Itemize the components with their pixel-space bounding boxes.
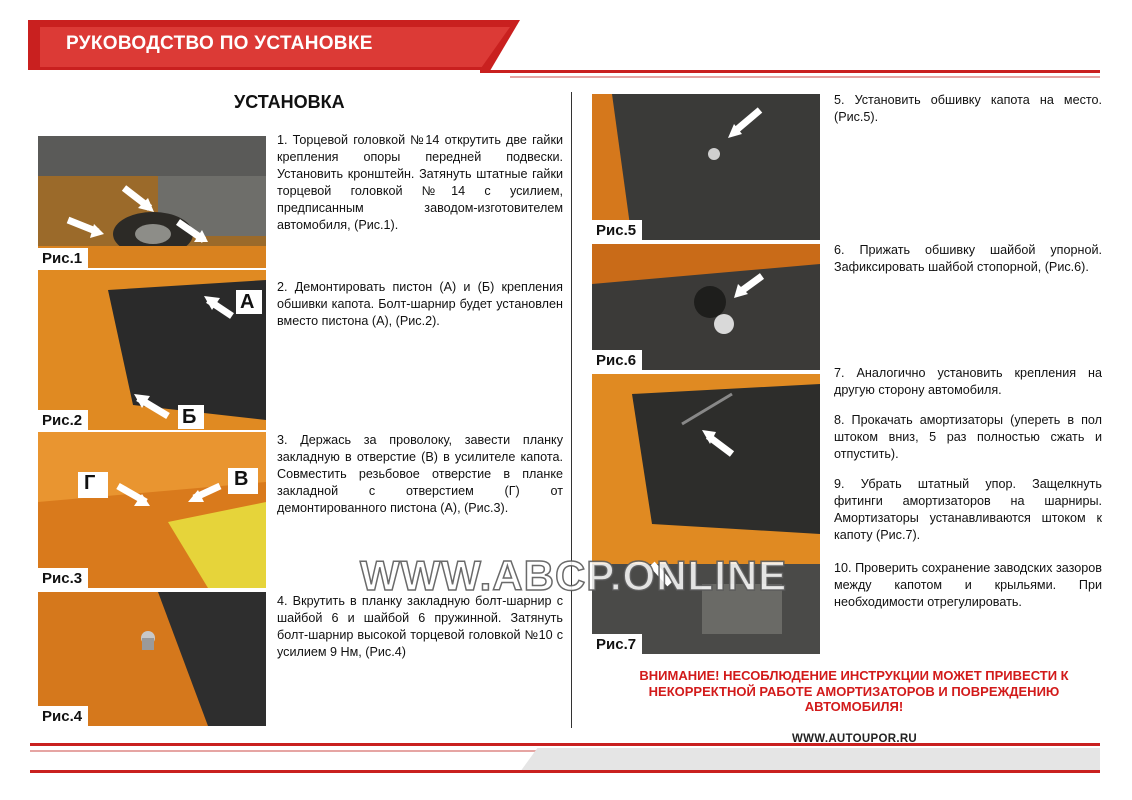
column-divider <box>571 92 572 728</box>
header-rule <box>480 70 1100 73</box>
step-8-text: 8. Прокачать амортизаторы (упереть в пол штоком вниз, 5 раз полностью сжать и отпустить). <box>834 413 1102 461</box>
step-7-text: 7. Аналогично установить крепления на другую сторону автомобиля. <box>834 366 1102 397</box>
photo-fig5-image <box>592 94 820 240</box>
watermark: WWW.ABCP.ONLINE <box>360 552 788 599</box>
photo-fig6 <box>592 244 820 370</box>
photo-fig3 <box>38 432 266 588</box>
label-a: А <box>240 291 255 313</box>
photo-fig2-image <box>38 270 266 430</box>
step-2-text: 2. Демонтировать пистон (А) и (Б) крепления обшивки капота. Болт-шарнир будет установлен вместо пистона (А), (Рис.2). <box>277 280 563 328</box>
figure-caption: Рис.1 <box>38 248 88 268</box>
figure-caption: Рис.7 <box>592 634 642 654</box>
warning-text <box>610 668 1098 715</box>
photo-fig7 <box>592 374 820 654</box>
footer-band <box>520 748 1100 772</box>
photo-fig3-image <box>38 432 266 588</box>
label-v: В <box>234 468 249 490</box>
step-5-text: 5. Установить обшивку капота на место. (Рис.5). <box>834 93 1102 124</box>
figure-caption: Рис.2 <box>38 410 88 430</box>
photo-fig7-image <box>592 374 820 654</box>
step-4-text: 4. Вкрутить в планку закладную болт-шарнир с шайбой 6 и шайбой 6 пружинной. Затянуть болт-шарнир высокой торцевой головкой №10 с усилием 9 Нм, (Рис.4) <box>277 594 563 659</box>
figure-caption: Рис.3 <box>38 568 88 588</box>
photo-fig1 <box>38 136 266 268</box>
step-10-text: 10. Проверить сохранение заводских зазоров между капотом и крыльями. При необходимости отрегулировать. <box>834 561 1102 609</box>
photo-fig5 <box>592 94 820 240</box>
header-rule-light <box>510 76 1100 78</box>
figure-caption: Рис.4 <box>38 706 88 726</box>
warning-line-1: ВНИМАНИЕ! НЕСОБЛЮДЕНИЕ ИНСТРУКЦИИ МОЖЕТ ПРИВЕСТИ К <box>639 668 1069 683</box>
step-9-text: 9. Убрать штатный упор. Защелкнуть фитинги амортизаторов на шарниры. Амортизаторы устанавливаются штоком к капоту (Рис.7). <box>834 477 1102 542</box>
warning-line-2: НЕКОРРЕКТНОЙ РАБОТЕ АМОРТИЗАТОРОВ И ПОВРЕЖДЕНИЮ <box>648 683 1060 699</box>
figure-caption: Рис.6 <box>592 350 642 370</box>
label-g: Г <box>84 472 96 494</box>
warning-line-3: АВТОМОБИЛЯ! <box>804 699 904 714</box>
step-6-text: 6. Прижать обшивку шайбой упорной. Зафиксировать шайбой стопорной, (Рис.6). <box>834 243 1102 274</box>
figure-caption: Рис.5 <box>592 220 642 240</box>
page-title: РУКОВОДСТВО ПО УСТАНОВКЕ <box>66 33 373 54</box>
step-1-text: 1. Торцевой головкой №14 открутить две гайки крепления опоры передней подвески. Установить кронштейн. Затянуть штатные гайки торцевой головкой №14 с усилием, предписанным заводом-изготовителем автомобиля, (Рис.1). <box>277 133 563 232</box>
label-b: Б <box>182 406 197 428</box>
footer-rule-bottom <box>30 770 1100 773</box>
photo-fig4 <box>38 592 266 726</box>
footer-url[interactable]: WWW.AUTOUPOR.RU <box>792 733 918 745</box>
footer-rule <box>30 743 1100 746</box>
section-title: УСТАНОВКА <box>234 92 345 112</box>
photo-fig2 <box>38 270 266 430</box>
step-3-text: 3. Держась за проволоку, завести планку закладную в отверстие (В) в усилителе капота. Совместить резьбовое отверстие в планке закладной с отверстием (Г) от демонтированного пистона (А), (Рис.3). <box>277 433 563 515</box>
